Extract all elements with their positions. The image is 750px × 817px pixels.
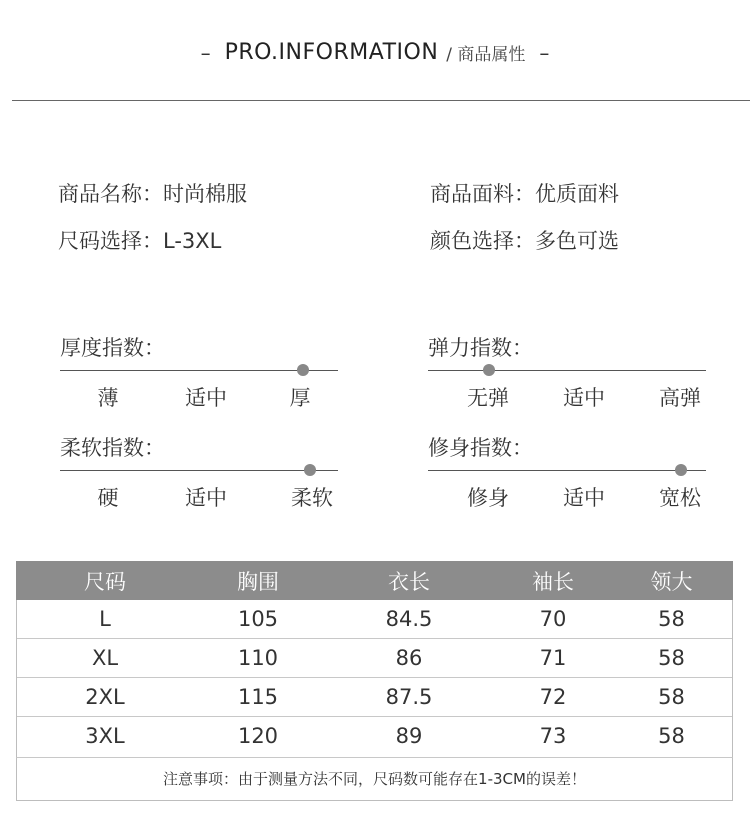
header-title-en: PRO.INFORMATION bbox=[224, 40, 439, 65]
fit-label-high: 宽松 bbox=[659, 486, 701, 510]
elasticity-title: 弹力指数： bbox=[428, 336, 533, 360]
cell-length: 89 bbox=[395, 724, 423, 748]
softness-title: 柔软指数： bbox=[60, 436, 165, 460]
cell-length: 86 bbox=[322, 639, 496, 678]
cell-collar: 58 bbox=[658, 724, 685, 748]
cell-collar: 58 bbox=[610, 639, 733, 678]
size-chart-header-row bbox=[16, 561, 733, 600]
cell-chest: 110 bbox=[194, 639, 322, 678]
cell-collar: 58 bbox=[610, 678, 733, 717]
table-row bbox=[16, 600, 733, 639]
cell-chest: 105 bbox=[194, 600, 322, 639]
header-collar: 领大 bbox=[610, 561, 733, 600]
product-material: 商品面料：优质面料 bbox=[430, 182, 619, 206]
elasticity-track bbox=[428, 370, 706, 371]
cell-length: 84.5 bbox=[322, 600, 496, 639]
header-divider bbox=[12, 100, 750, 101]
cell-collar: 58 bbox=[610, 600, 733, 639]
product-name: 商品名称：时尚棉服 bbox=[58, 182, 247, 206]
cell-size: XL bbox=[16, 639, 194, 678]
cell-sleeve: 70 bbox=[496, 600, 610, 639]
fit-indicator bbox=[675, 464, 687, 476]
section-header bbox=[0, 40, 750, 70]
cell-size: L bbox=[16, 600, 194, 639]
softness-label-low: 硬 bbox=[97, 486, 119, 510]
header-dash-left: – bbox=[200, 40, 211, 65]
product-color-options: 颜色选择：多色可选 bbox=[430, 229, 619, 253]
header-title-zh: / 商品属性 bbox=[446, 45, 526, 65]
elasticity-label-high: 高弹 bbox=[659, 386, 701, 410]
header-length: 衣长 bbox=[322, 561, 496, 600]
fit-title: 修身指数： bbox=[428, 436, 533, 460]
cell-chest: 120 bbox=[237, 724, 279, 748]
softness-label-mid: 适中 bbox=[185, 486, 227, 510]
table-row bbox=[16, 717, 733, 756]
thickness-label-high: 厚 bbox=[289, 386, 311, 410]
elasticity-label-mid: 适中 bbox=[563, 386, 605, 410]
fit-track bbox=[428, 470, 706, 471]
header-chest: 胸围 bbox=[194, 561, 322, 600]
header-sleeve: 袖长 bbox=[496, 561, 610, 600]
header-size: 尺码 bbox=[16, 561, 194, 600]
thickness-label-low: 薄 bbox=[97, 386, 119, 410]
cell-sleeve: 73 bbox=[539, 724, 567, 748]
thickness-title: 厚度指数： bbox=[60, 336, 165, 360]
softness-label-high: 柔软 bbox=[291, 486, 333, 510]
softness-track bbox=[60, 470, 338, 471]
table-row bbox=[16, 678, 733, 717]
fit-label-mid: 适中 bbox=[563, 486, 605, 510]
elasticity-label-low: 无弹 bbox=[467, 386, 509, 410]
cell-size: 3XL bbox=[85, 724, 125, 748]
size-chart-table bbox=[16, 561, 733, 755]
cell-sleeve: 72 bbox=[496, 678, 610, 717]
cell-chest: 115 bbox=[194, 678, 322, 717]
cell-sleeve: 71 bbox=[496, 639, 610, 678]
thickness-indicator bbox=[297, 364, 309, 376]
fit-label-low: 修身 bbox=[467, 486, 509, 510]
header-dash-right: – bbox=[539, 40, 550, 65]
elasticity-indicator bbox=[483, 364, 495, 376]
table-row bbox=[16, 639, 733, 678]
cell-length: 87.5 bbox=[322, 678, 496, 717]
product-size-range: 尺码选择：L-3XL bbox=[58, 229, 222, 253]
thickness-label-mid: 适中 bbox=[185, 386, 227, 410]
measurement-note: 注意事项：由于测量方法不同，尺码数可能存在1-3CM的误差！ bbox=[16, 757, 733, 801]
softness-indicator bbox=[304, 464, 316, 476]
cell-size: 2XL bbox=[16, 678, 194, 717]
